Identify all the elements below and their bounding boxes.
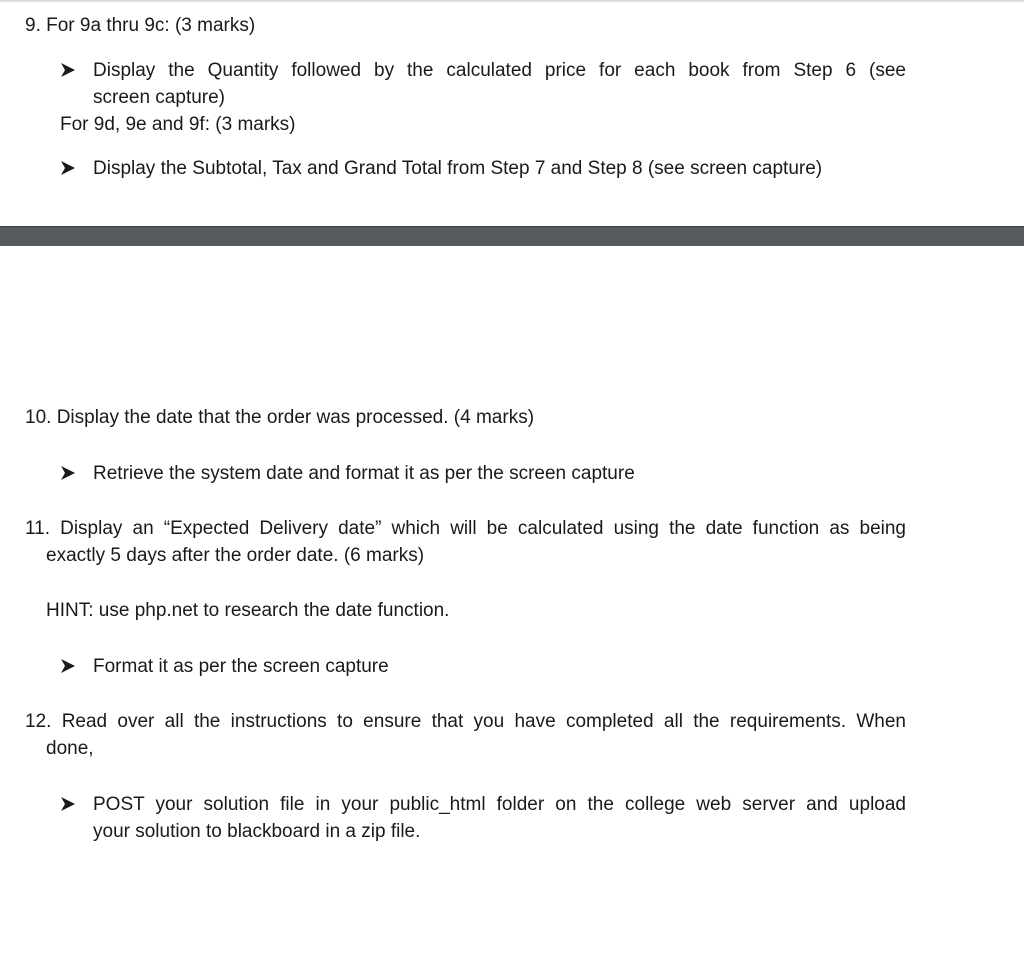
- arrowhead-bullet-icon: [60, 160, 76, 176]
- section-9-heading: 9. For 9a thru 9c: (3 marks): [25, 15, 256, 36]
- section-11-bullet: Format it as per the screen capture: [93, 656, 389, 677]
- arrowhead-bullet-icon: [60, 62, 76, 78]
- page-top-shadow: [0, 0, 1024, 3]
- section-12-heading-line-2: done,: [46, 738, 94, 759]
- page-divider: [0, 226, 1024, 247]
- section-11-heading-line-2: exactly 5 days after the order date. (6 marks): [46, 545, 425, 566]
- section-11-heading-line-1: 11. Display an “Expected Delivery date” which will be calculated using the date function as being: [25, 518, 906, 539]
- section-9-bullet-1-line-2: screen capture): [93, 87, 226, 108]
- section-9-bullet-2: Display the Subtotal, Tax and Grand Total from Step 7 and Step 8 (see screen capture): [93, 158, 823, 179]
- section-9-subheading: For 9d, 9e and 9f: (3 marks): [60, 114, 296, 135]
- section-10-bullet: Retrieve the system date and format it as per the screen capture: [93, 463, 635, 484]
- section-12-bullet-line-2: your solution to blackboard in a zip file.: [93, 821, 421, 842]
- arrowhead-bullet-icon: [60, 658, 76, 674]
- arrowhead-bullet-icon: [60, 465, 76, 481]
- section-12-bullet-line-1: POST your solution file in your public_html folder on the college web server and upload: [93, 794, 906, 815]
- section-10-heading: 10. Display the date that the order was processed. (4 marks): [25, 407, 535, 428]
- arrowhead-bullet-icon: [60, 796, 76, 812]
- section-12-heading-line-1: 12. Read over all the instructions to ensure that you have completed all the requirements. When: [25, 711, 906, 732]
- section-11-hint: HINT: use php.net to research the date function.: [46, 600, 450, 621]
- section-9-bullet-1-line-1: Display the Quantity followed by the calculated price for each book from Step 6 (see: [93, 60, 906, 81]
